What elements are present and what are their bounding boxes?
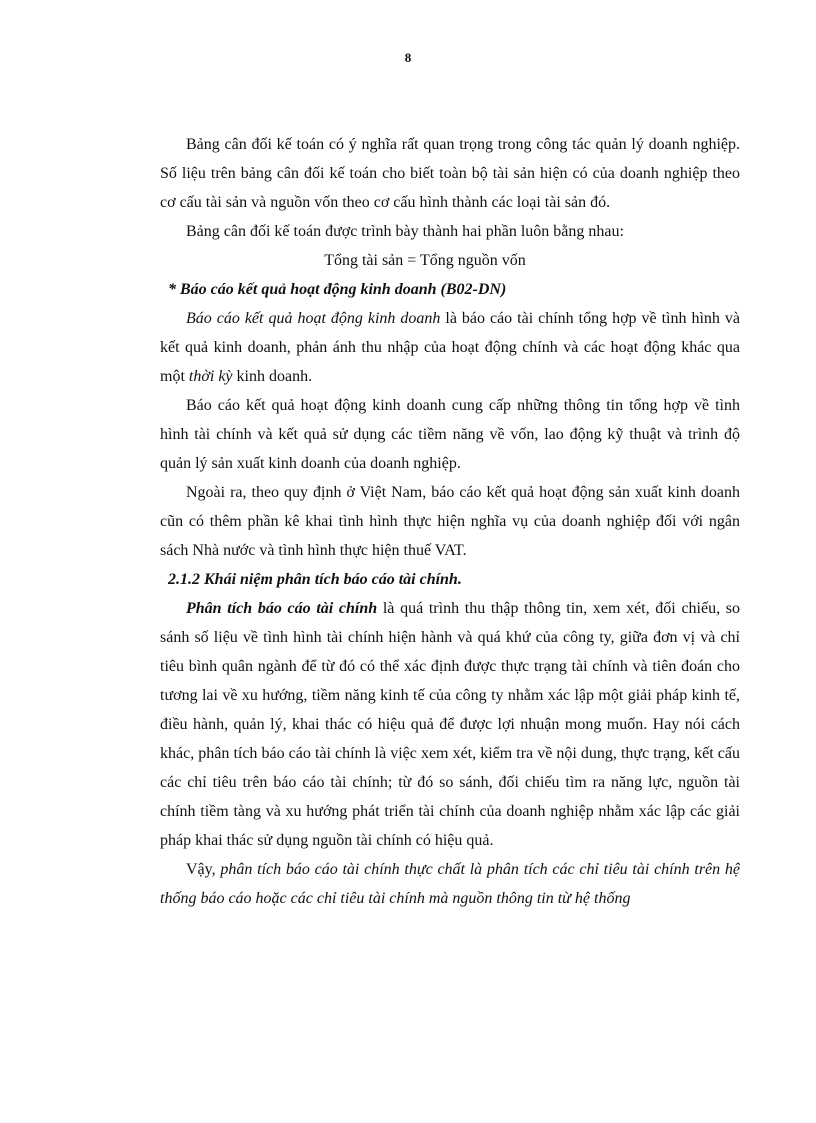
term-period: thời kỳ [188,368,233,385]
document-body [160,130,740,913]
term-financial-analysis: Phân tích báo cáo tài chính [186,600,378,617]
text-segment: kinh doanh. [232,368,313,385]
heading-income-statement: * Báo cáo kết quả hoạt động kinh doanh (B02-DN) [168,281,507,298]
text-segment: là báo cáo tài chính tổng hợp về tình hình và kết quả kinh doanh, phản ánh thu nhập của hoạt động chính và các hoạt động khác qua một [160,310,741,385]
conclusion-italic-text: phân tích báo cáo tài chính thực chất là phân tích các chỉ tiêu tài chính trên hệ thống báo cáo hoặc các chỉ tiêu tài chính mà nguồn thông tin từ hệ thống [160,861,740,907]
text-segment: Vậy, [186,861,221,878]
paragraph-income-statement-info: Báo cáo kết quả hoạt động kinh doanh cung cấp những thông tin tổng hợp về tình hình tài chính và kết quả sử dụng các tiềm năng về vốn, lao động kỹ thuật và trình độ quản lý sản xuất kinh doanh của doanh nghiệp. [160,397,740,472]
paragraph-financial-analysis-definition [160,594,740,855]
paragraph-vietnam-regulation: Ngoài ra, theo quy định ở Việt Nam, báo cáo kết quả hoạt động sản xuất kinh doanh cũn có thêm phần kê khai tình hình thực hiện nghĩa vụ của doanh nghiệp đối với ngân sách Nhà nước và tình hình thực hiện thuế VAT. [160,484,740,559]
paragraph-income-statement-definition [160,304,740,391]
paragraph-balance-sheet-structure: Bảng cân đối kế toán được trình bày thành hai phần luôn bằng nhau: [186,223,624,240]
term-income-statement: Báo cáo kết quả hoạt động kinh doanh [186,310,441,327]
page-number: 8 [404,50,412,65]
heading-section-2-1-2: 2.1.2 Khái niệm phân tích báo cáo tài chính. [168,571,462,588]
equation-assets-equal-sources: Tổng tài sản = Tổng nguồn vốn [324,252,526,269]
paragraph-balance-sheet-importance: Bảng cân đối kế toán có ý nghĩa rất quan trọng trong công tác quản lý doanh nghiệp. Số liệu trên bảng cân đối kế toán cho biết toàn bộ tài sản hiện có của doanh nghiệp theo cơ cấu tài sản và nguồn vốn theo cơ cấu hình thành các loại tài sản đó. [160,136,740,211]
text-segment: là quá trình thu thập thông tin, xem xét, đối chiếu, so sánh số liệu về tình hình tài chính hiện hành và quá khứ của công ty, giữa đơn vị và chỉ tiêu bình quân ngành để từ đó có thể xác định được thực trạng tài chính và tiên đoán cho tương lai về xu hướng, tiềm năng kinh tế của công ty nhằm xác lập một giải pháp kinh tế, điều hành, quản lý, khai thác có hiệu quả để được lợi nhuận mong muốn. Hay nói cách khác, phân tích báo cáo tài chính là việc xem xét, kiểm tra về nội dung, thực trạng, kết cấu các chỉ tiêu trên báo cáo tài chính; từ đó so sánh, đối chiếu tìm ra năng lực, nguồn tài chính tiềm tàng và xu hướng phát triển tài chính của doanh nghiệp nhằm xác lập các giải pháp khai thác sử dụng nguồn tài chính có hiệu quả. [160,600,740,849]
paragraph-conclusion [160,855,740,913]
